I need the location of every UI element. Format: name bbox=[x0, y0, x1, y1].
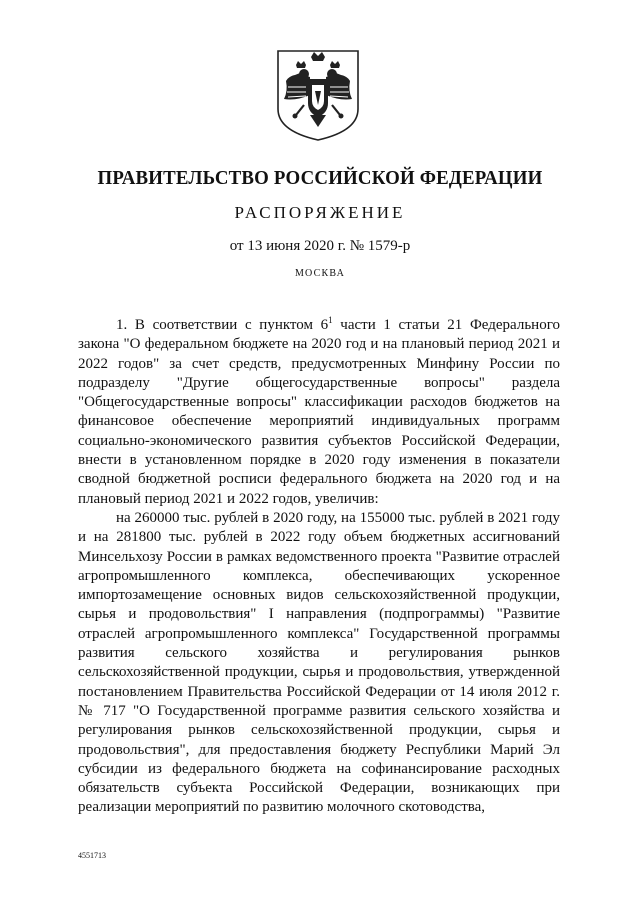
russian-coat-of-arms-icon bbox=[274, 47, 362, 143]
paragraph-1-rest: части 1 статьи 21 Федерального закона "О федеральном бюджете на 2020 год и на плановый период 2021 и 2022 годов" за счет средств, предусмотренных Минфину России по подразделу "Другие общегосударственные вопросы" раздела "Общегосударственные вопросы" классификации расходов бюджетов на финансовое обеспечение мероприятий индивидуальных программ социально-экономического развития субъектов Российской Федерации, внести в установленном порядке в 2020 году изменения в показатели сводной бюджетной росписи федерального бюджета на 2020 год и на плановый период 2021 и 2022 годов, увеличив: bbox=[78, 317, 560, 507]
document-body bbox=[78, 316, 560, 818]
paragraph-2: на 260000 тыс. рублей в 2020 году, на 155000 тыс. рублей в 2021 году и на 281800 тыс. рублей в 2022 году объем бюджетных ассигнований Минсельхозу России в рамках ведомственного проекта "Развитие отраслей агропромышленного комплекса, обеспечивающих ускоренное импортозамещение основных видов сельскохозяйственной продукции, сырья и продовольствия" I направления (подпрограммы) "Развитие отраслей агропромышленного комплекса" Государственной программы развития сельского хозяйства и регулирования рынков сельскохозяйственной продукции, сырья и продовольствия, утвержденной постановлением Правительства Российской Федерации от 14 июля 2012 г. № 717 "О Государственной программе развития сельского хозяйства и регулирования рынков сельскохозяйственной продукции, сырья и продовольствия", для предоставления бюджету Республики Марий Эл субсидии из федерального бюджета на софинансирование расходных обязательств субъекта Российской Федерации, возникающих при реализации мероприятий по развитию молочного скотоводства, bbox=[78, 509, 560, 816]
city: МОСКВА bbox=[294, 268, 346, 279]
government-title: ПРАВИТЕЛЬСТВО РОССИЙСКОЙ ФЕДЕРАЦИИ bbox=[97, 167, 543, 189]
paragraph-1-start: 1. В соответствии с пунктом 6 bbox=[116, 317, 329, 333]
paragraph-1 bbox=[78, 316, 560, 509]
document-type: РАСПОРЯЖЕНИЕ bbox=[234, 203, 406, 222]
document-code: 4551713 bbox=[78, 851, 106, 860]
date-and-number: от 13 июня 2020 г. № 1579-р bbox=[229, 238, 411, 254]
paragraph-1-superscript: 1 bbox=[328, 315, 333, 325]
